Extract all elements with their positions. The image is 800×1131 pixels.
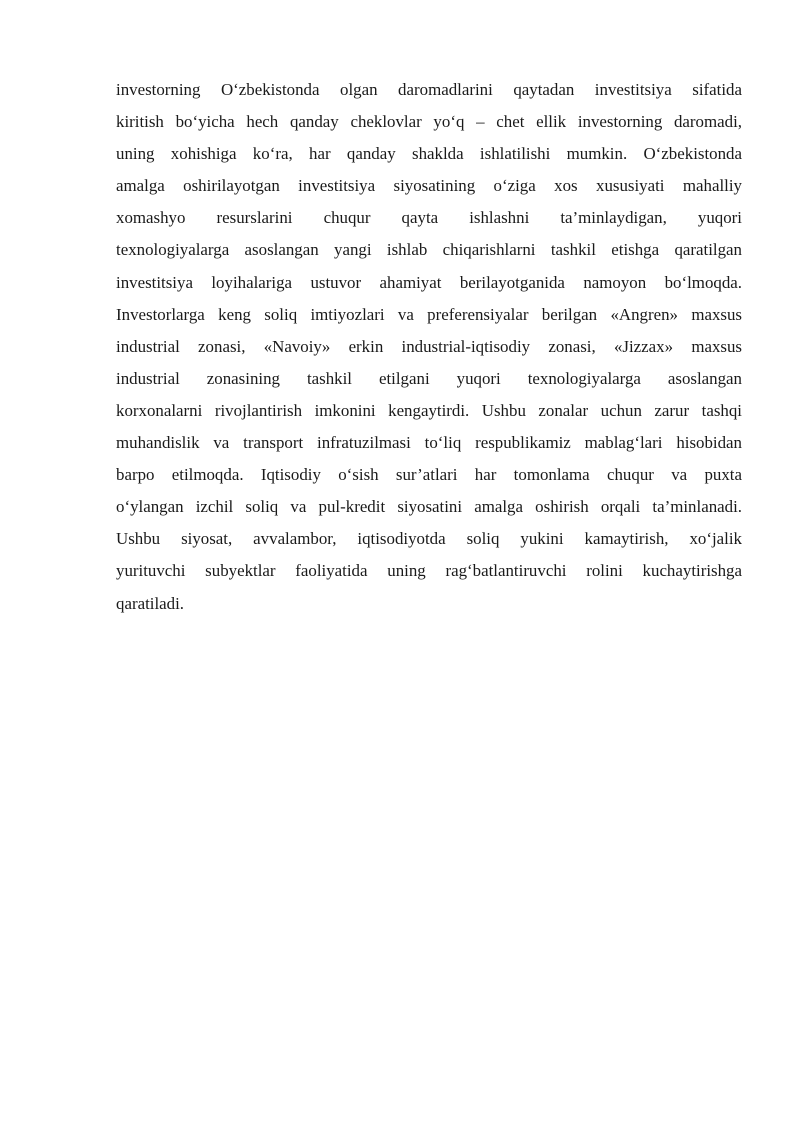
paragraph-line: investitsiya loyihalariga ustuvor ahamiyat berilayotganida namoyon bo‘lmoqda. (116, 272, 742, 292)
paragraph-line: amalga oshirilayotgan investitsiya siyosatining o‘ziga xos xususiyati mahalliy (116, 176, 742, 196)
paragraph-line: Investorlarga keng soliq imtiyozlari va preferensiyalar berilgan «Angren» maxsus (116, 304, 742, 324)
paragraph-line: texnologiyalarga asoslangan yangi ishlab chiqarishlarni tashkil etishga qaratilgan (116, 240, 742, 260)
paragraph-line: xomashyo resurslarini chuqur qayta ishlashni ta’minlaydigan, yuqori (116, 208, 742, 228)
paragraph-line: kiritish bo‘yicha hech qanday cheklovlar yo‘q – chet ellik investorning daromadi, (116, 112, 742, 132)
paragraph-line: industrial zonasining tashkil etilgani yuqori texnologiyalarga asoslangan (116, 368, 742, 388)
paragraph-line: barpo etilmoqda. Iqtisodiy o‘sish sur’atlari har tomonlama chuqur va puxta (116, 465, 742, 485)
paragraph-line: Ushbu siyosat, avvalambor, iqtisodiyotda soliq yukini kamaytirish, xo‘jalik (116, 529, 742, 549)
paragraph-line: o‘ylangan izchil soliq va pul-kredit siyosatini amalga oshirish orqali ta’minlanadi. (116, 497, 742, 517)
paragraph-line: korxonalarni rivojlantirish imkonini kengaytirdi. Ushbu zonalar uchun zarur tashqi (116, 400, 742, 420)
paragraph-line: investorning O‘zbekistonda olgan daromadlarini qaytadan investitsiya sifatida (116, 80, 742, 99)
paragraph-line-last: qaratiladi. (116, 593, 184, 613)
paragraph-line: yurituvchi subyektlar faoliyatida uning rag‘batlantiruvchi rolini kuchaytirishga (116, 561, 742, 581)
paragraph-line: muhandislik va transport infratuzilmasi to‘liq respublikamiz mablag‘lari hisobidan (116, 433, 742, 453)
paragraph-line: industrial zonasi, «Navoiy» erkin industrial-iqtisodiy zonasi, «Jizzax» maxsus (116, 336, 742, 356)
paragraph-line: uning xohishiga ko‘ra, har qanday shaklda ishlatilishi mumkin. O‘zbekistonda (116, 144, 742, 164)
body-paragraph (116, 74, 742, 620)
